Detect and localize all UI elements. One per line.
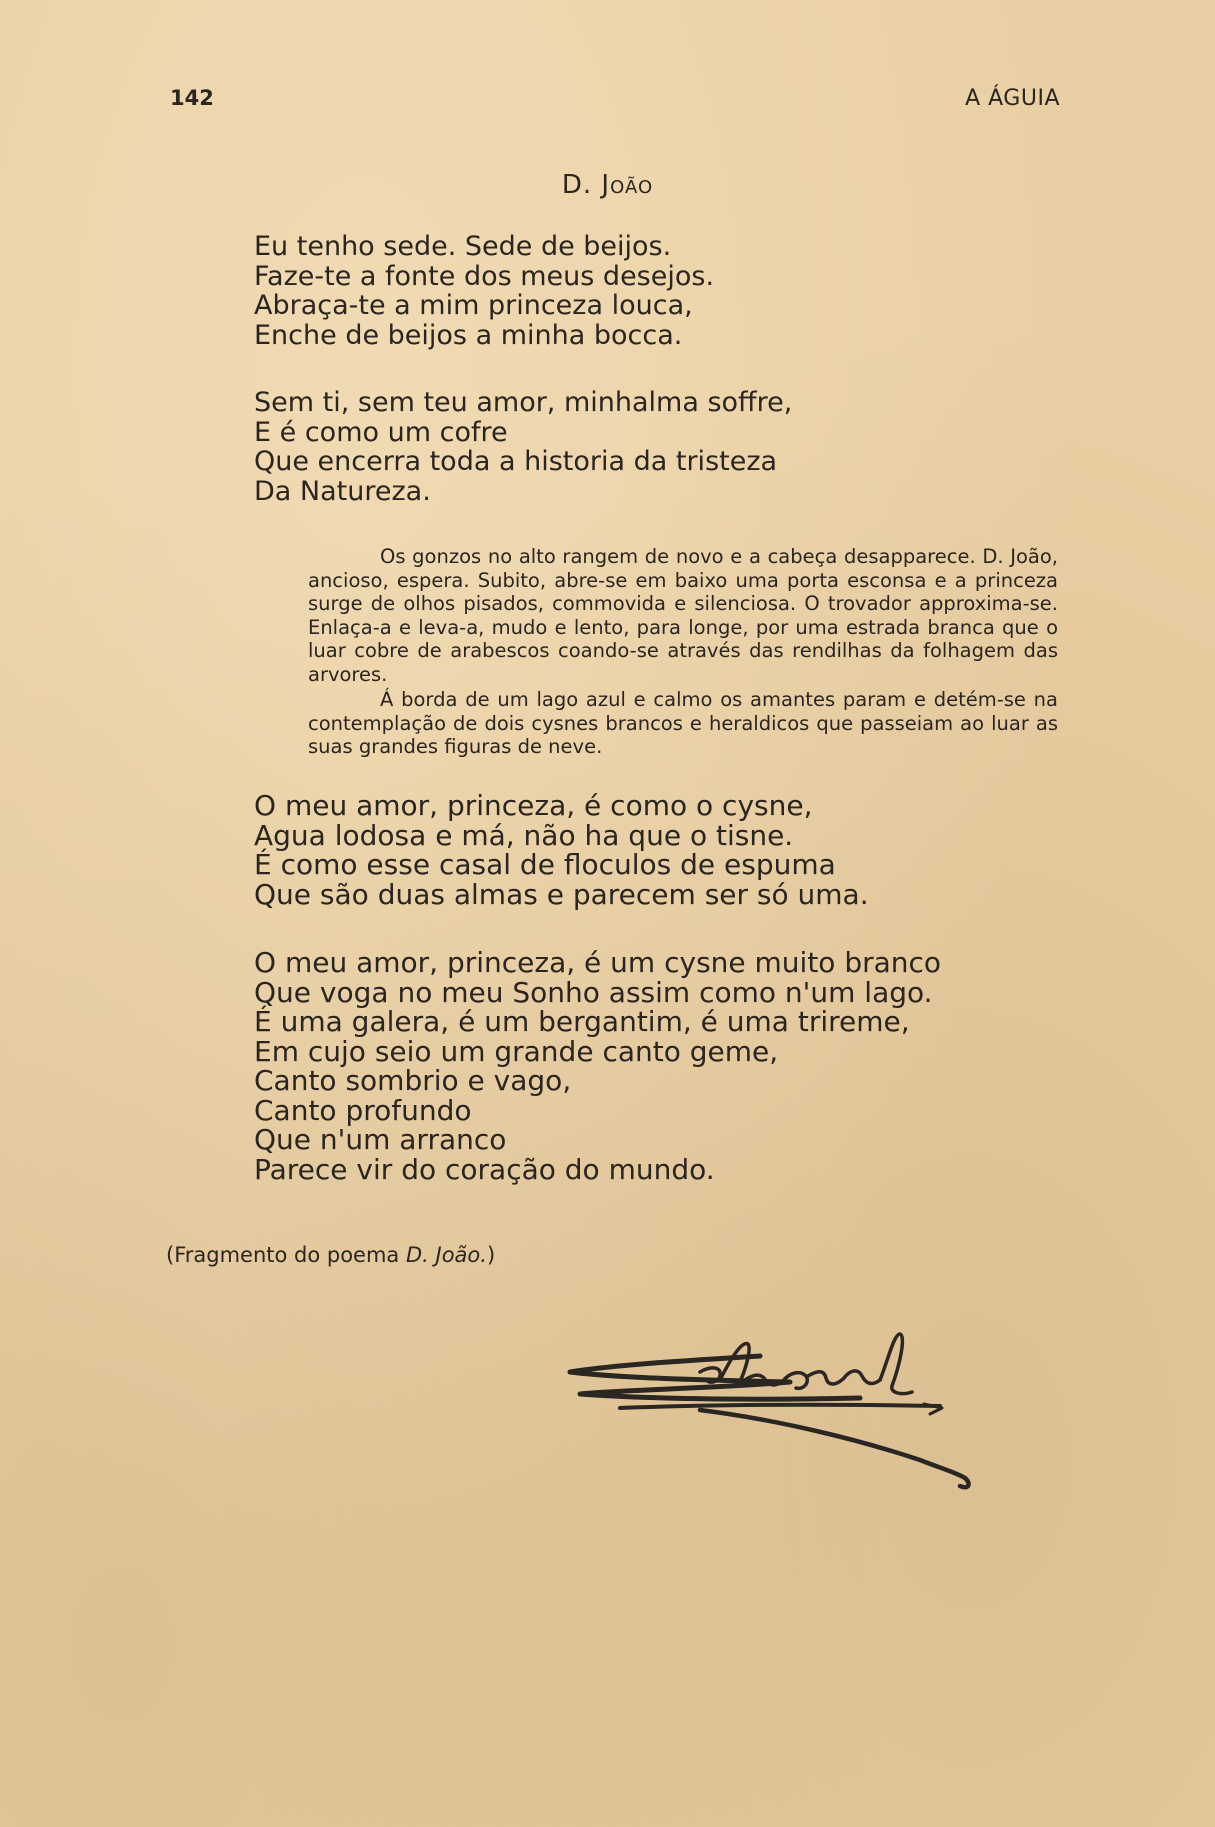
source-note-work: D. João. (405, 1243, 487, 1267)
signature-strokes (570, 1334, 969, 1487)
source-note-suffix: ) (486, 1243, 496, 1267)
poem-title (0, 170, 1215, 200)
verse-line: Que n'um arranco (254, 1123, 507, 1156)
stage-direction-2 (308, 688, 1058, 759)
verse-line: Eu tenho sede. Sede de beijos. (254, 231, 672, 262)
verse-line: E é como um cofre (254, 416, 508, 448)
verse-line: Em cujo seio um grande canto geme, (254, 1034, 779, 1068)
running-title: A ÁGUIA (965, 86, 1060, 111)
verse-line: Que encerra toda a historia da tristeza (254, 446, 778, 477)
author-signature (560, 1320, 1040, 1520)
verse-line: É uma galera, é um bergantim, é uma trireme, (254, 1005, 910, 1038)
verse-line: É como esse casal de floculos de espuma (254, 848, 836, 881)
stanza-3 (254, 791, 869, 909)
verse-line: Enche de beijos a minha bocca. (254, 319, 683, 351)
poem-title-text: D. João (561, 170, 654, 200)
verse-line: O meu amor, princeza, é como o cysne, (254, 789, 813, 822)
source-note (166, 1243, 495, 1267)
page-header (170, 86, 1060, 116)
page-number: 142 (170, 86, 214, 110)
stanza-1 (254, 232, 714, 350)
verse-line: Sem ti, sem teu amor, minhalma soffre, (254, 387, 793, 418)
verse-line: Da Natureza. (254, 475, 431, 507)
stanza-2 (254, 388, 792, 506)
verse-line: Abraça-te a mim princeza louca, (254, 290, 693, 321)
stage-direction-1 (308, 545, 1058, 686)
stage-direction-text: Os gonzos no alto rangem de novo e a cabeça desapparece. D. João, ancioso, espera. Subito, abre-se em baixo uma porta esconsa e a princeza surge de olhos pisados, commovida e silenciosa. O trovador approxima-se. Enlaça-a e leva-a, mudo e lento, para longe, por uma estrada branca que o luar cobre de arabescos coando-se através das rendilhas da folhagem das arvores. (308, 545, 1058, 686)
verse-line: Que são duas almas e parecem ser só uma. (254, 877, 869, 911)
verse-line: O meu amor, princeza, é um cysne muito branco (254, 946, 942, 979)
verse-line: Faze-te a fonte dos meus desejos. (254, 260, 715, 292)
stage-direction-text: Á borda de um lago azul e calmo os amantes param e detém-se na contemplação de dois cysnes brancos e heraldicos que passeiam ao luar as suas grandes figuras de neve. (308, 688, 1058, 758)
verse-line: Parece vir do coração do mundo. (254, 1152, 715, 1186)
verse-line: Agua lodosa e má, não ha que o tisne. (254, 818, 794, 852)
source-note-prefix: (Fragmento do poema (166, 1243, 406, 1267)
verse-line: Canto sombrio e vago, (254, 1064, 572, 1097)
verse-line: Canto profundo (254, 1093, 472, 1127)
verse-line: Que voga no meu Sonho assim como n'um lago. (254, 975, 933, 1009)
stanza-4 (254, 948, 941, 1184)
